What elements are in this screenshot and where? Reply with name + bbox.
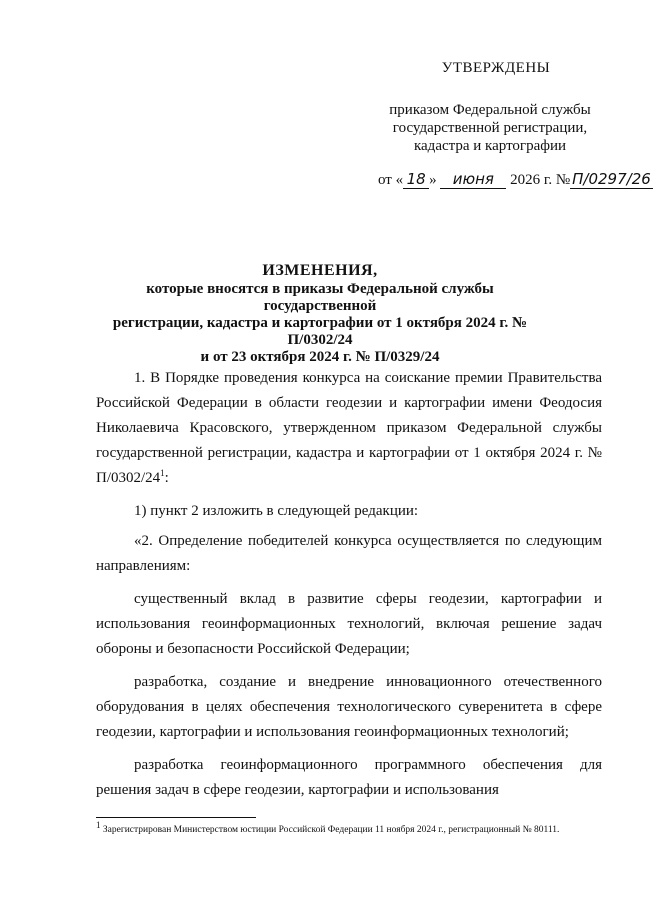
title-line-3: и от 23 октября 2024 г. № П/0329/24	[200, 349, 440, 365]
title-line-1: которые вносятся в приказы Федеральной службы государственной	[146, 281, 494, 314]
footnote-mark: 1	[96, 819, 101, 830]
paragraph-1-text: 1. В Порядке проведения конкурса на соискание премии Правительства Российской Федерации в области геодезии и картографии имени Феодосия Николаевича Красовского, утвержденном приказом Федеральной службы государственной регистрации, кадастра и картографии от 1 октября 2024 г. № П/0302/24	[96, 370, 602, 486]
paragraph-6: разработка геоинформационного программного обеспечения для решения задач в сфере геодезии, картографии и использования	[96, 757, 602, 798]
paragraph-3: «2. Определение победителей конкурса осуществляется по следующим направлениям:	[96, 533, 602, 574]
approval-line-3: кадастра и картографии	[413, 138, 567, 154]
paragraph-2: 1) пункт 2 изложить в следующей редакции:	[134, 503, 419, 519]
order-day: 18	[403, 170, 429, 189]
paragraph-5: разработка, создание и внедрение инновационного отечественного оборудования в целях обеспечения технологического суверенитета в сфере геодезии, картографии и использования геоинформационных технологий;	[96, 674, 602, 740]
approval-block	[360, 60, 620, 155]
approval-heading: УТВЕРЖДЕНЫ	[441, 60, 551, 76]
order-number: П/0297/26	[572, 170, 651, 188]
order-date-number	[378, 170, 653, 189]
approval-line-1: приказом Федеральной службы	[389, 102, 591, 118]
approval-line-2: государственной регистрации,	[392, 120, 588, 136]
document-body	[96, 366, 602, 811]
order-from-label: от «	[378, 172, 404, 188]
footnote-divider	[96, 817, 256, 818]
order-year-number-label: 2026 г. №	[510, 172, 571, 188]
title-line-2: регистрации, кадастра и картографии от 1 октября 2024 г. № П/0302/24	[112, 315, 528, 348]
order-quote-close: »	[429, 172, 437, 188]
paragraph-1	[96, 366, 602, 491]
title-main: ИЗМЕНЕНИЯ,	[262, 262, 378, 279]
document-title	[90, 262, 550, 366]
footnote-ref: 1	[160, 468, 165, 478]
paragraph-1-end: :	[164, 470, 169, 486]
order-month: июня	[440, 170, 506, 189]
paragraph-4: существенный вклад в развитие сферы геодезии, картографии и использования геоинформационных технологий, включая решение задач обороны и безопасности Российской Федерации;	[96, 591, 602, 657]
footnote-text: Зарегистрирован Министерством юстиции Российской Федерации 11 ноября 2024 г., регистрационный № 80111.	[100, 825, 560, 835]
footnote	[96, 819, 602, 837]
